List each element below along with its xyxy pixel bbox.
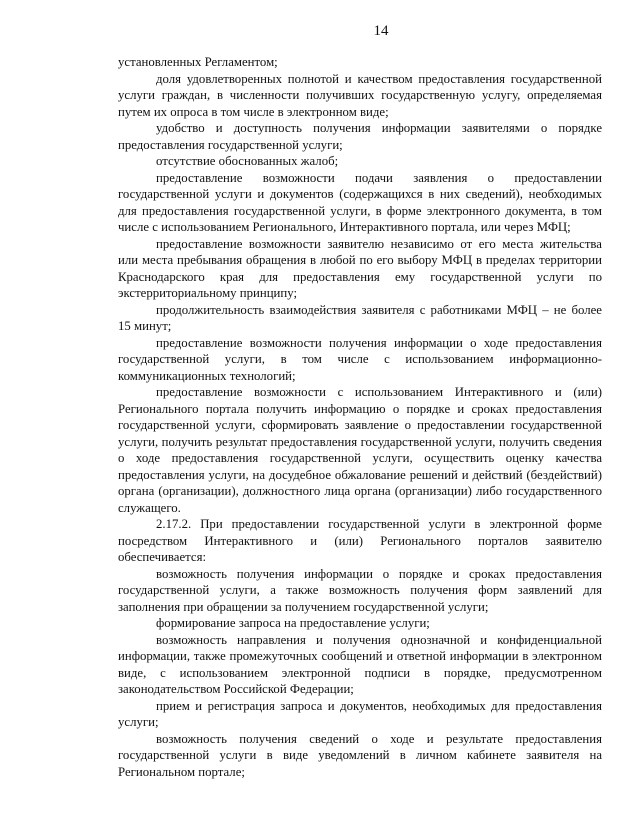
- paragraph-6: предоставление возможности заявителю независимо от его места жительства или места пребывания обращения в любой по его выбору МФЦ в пределах территории Краснодарского края для предоставления ему государственной услуги по экстерриториальному принципу;: [118, 236, 602, 300]
- paragraph-7: продолжительность взаимодействия заявителя с работниками МФЦ – не более 15 минут;: [118, 302, 602, 333]
- paragraph-12: формирование запроса на предоставление услуги;: [156, 616, 430, 630]
- paragraph-1: установленных Регламентом;: [118, 55, 278, 69]
- paragraph-10: 2.17.2. При предоставлении государственной услуги в электронной форме посредством Интерактивного и (или) Регионального порталов заявителю обеспечивается:: [118, 517, 602, 564]
- paragraph-14: прием и регистрация запроса и документов, необходимых для предоставления услуги;: [118, 698, 602, 729]
- document-body: [118, 54, 602, 780]
- paragraph-5: предоставление возможности подачи заявления о предоставлении государственной услуги и документов (содержащихся в них сведений), необходимых для предоставления государственной услуги, в форме электронного документа, в том числе с использованием Регионального, Интерактивного портала, или через МФЦ;: [118, 170, 602, 234]
- paragraph-13: возможность направления и получения однозначной и конфиденциальной информации, также промежуточных сообщений и ответной информации в электронном виде, с использованием электронной подписи в порядке, предусмотренном законодательством Российской Федерации;: [118, 632, 602, 696]
- paragraph-15: возможность получения сведений о ходе и результате предоставления государственной услуги в виде уведомлений в личном кабинете заявителя на Региональном портале;: [118, 731, 602, 779]
- paragraph-3: удобство и доступность получения информации заявителями о порядке предоставления государственной услуги;: [118, 121, 602, 152]
- page-number: 14: [373, 23, 389, 39]
- paragraph-4: отсутствие обоснованных жалоб;: [156, 154, 339, 168]
- paragraph-2: доля удовлетворенных полнотой и качеством предоставления государственной услуги граждан, в численности получивших государственную услугу, определяемая путем их опроса в том числе в электронном виде;: [118, 71, 602, 119]
- paragraph-8: предоставление возможности получения информации о ходе предоставления государственной услуги, в том числе с использованием информационно-коммуникационных технологий;: [118, 335, 602, 383]
- paragraph-9: предоставление возможности с использованием Интерактивного и (или) Регионального портала получить информацию о порядке и сроках предоставления государственной услуги, сформировать заявление о предоставлении государственной услуги, получить результат предоставления государственной услуги, получить сведения о ходе предоставления государственной услуги, осуществить оценку качества предоставления услуги, на досудебное обжалование решений и действий (бездействий) органа (организации), должностного лица органа (организации) либо государственного служащего.: [118, 385, 602, 515]
- paragraph-11: возможность получения информации о порядке и сроках предоставления государственной услуги, а также возможность получения форм заявлений для заполнения при обращении за получением государственной услуги;: [118, 566, 602, 614]
